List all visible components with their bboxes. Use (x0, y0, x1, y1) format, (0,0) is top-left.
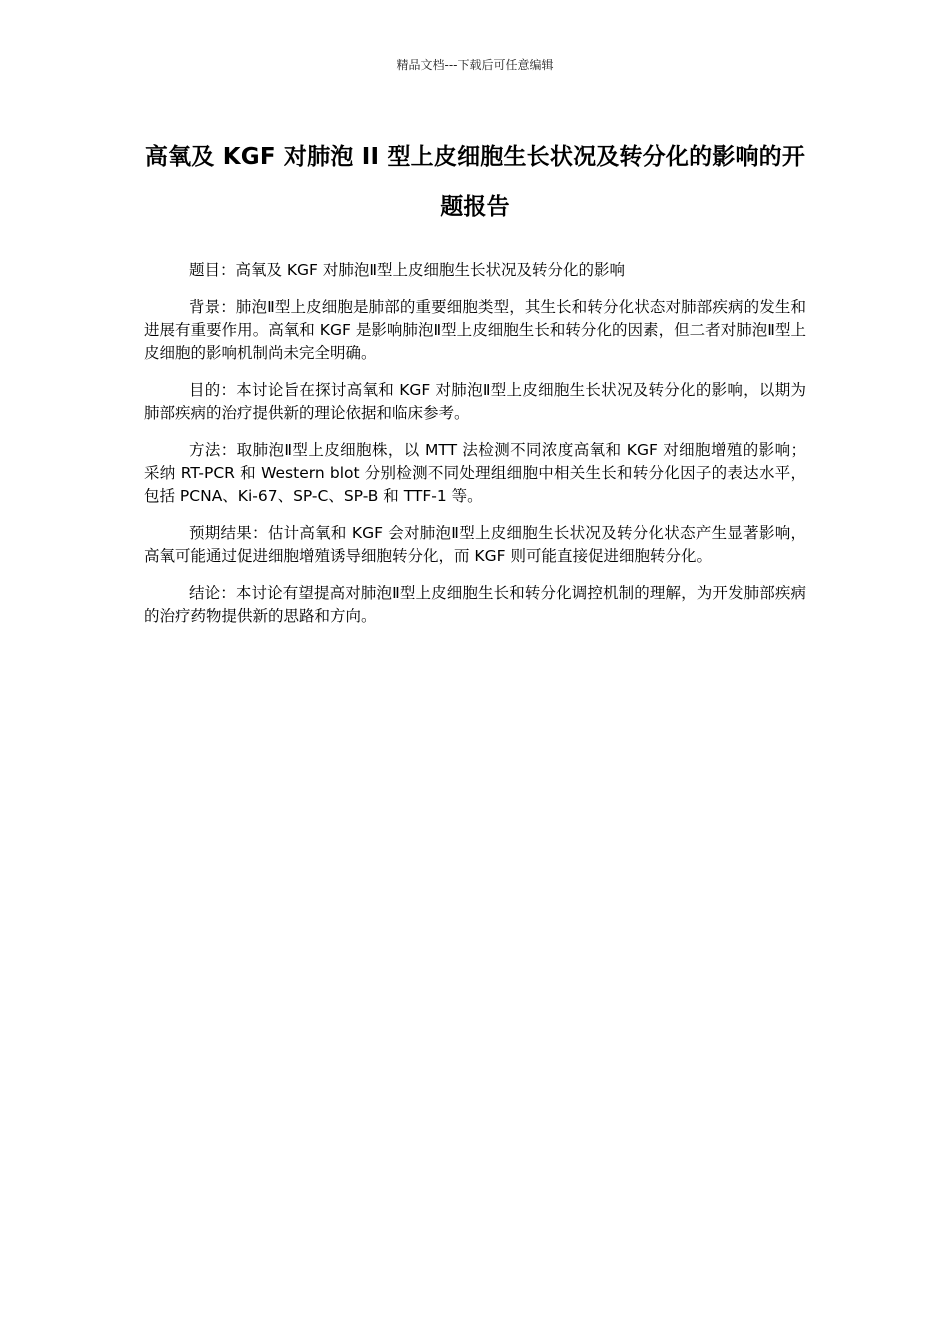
header-note: 精品文档---下载后可任意编辑 (396, 58, 554, 72)
section-background (144, 296, 806, 365)
section-text: 高氧及 KGF 对肺泡Ⅱ型上皮细胞生长状况及转分化的影响 (235, 261, 626, 279)
section-method (144, 439, 806, 508)
section-conclusion (144, 582, 806, 628)
section-label: 预期结果： (188, 524, 268, 542)
section-text: 本讨论旨在探讨高氧和 KGF 对肺泡Ⅱ型上皮细胞生长状况及转分化的影响，以期为肺部疾病的治疗提供新的理论依据和临床参考。 (144, 381, 806, 422)
document-title: 高氧及 KGF 对肺泡 II 型上皮细胞生长状况及转分化的影响的开题报告 (144, 144, 806, 220)
section-label: 目的： (188, 381, 237, 399)
section-expected-results (144, 522, 806, 568)
section-label: 题目： (188, 261, 236, 279)
section-text: 取肺泡Ⅱ型上皮细胞株，以 MTT 法检测不同浓度高氧和 KGF 对细胞增殖的影响；采纳 RT-PCR 和 Western blot 分别检测不同处理组细胞中相关生长和转分化因子的表达水平，包括 PCNA、Ki-67、SP-C、SP-B 和 TTF-1 等。 (144, 441, 806, 505)
section-label: 背景： (188, 298, 236, 316)
section-text: 本讨论有望提高对肺泡Ⅱ型上皮细胞生长和转分化调控机制的理解，为开发肺部疾病的治疗药物提供新的思路和方向。 (144, 584, 806, 625)
section-text: 估计高氧和 KGF 会对肺泡Ⅱ型上皮细胞生长状况及转分化状态产生显著影响，高氧可能通过促进细胞增殖诱导细胞转分化，而 KGF 则可能直接促进细胞转分化。 (144, 524, 806, 565)
section-topic (144, 259, 806, 282)
section-label: 方法： (188, 441, 237, 459)
section-label: 结论： (188, 584, 236, 602)
document-body (144, 259, 806, 642)
section-objective (144, 379, 806, 425)
section-text: 肺泡Ⅱ型上皮细胞是肺部的重要细胞类型，其生长和转分化状态对肺部疾病的发生和进展有重要作用。高氧和 KGF 是影响肺泡Ⅱ型上皮细胞生长和转分化的因素，但二者对肺泡Ⅱ型上皮细胞的影响机制尚未完全明确。 (144, 298, 806, 362)
